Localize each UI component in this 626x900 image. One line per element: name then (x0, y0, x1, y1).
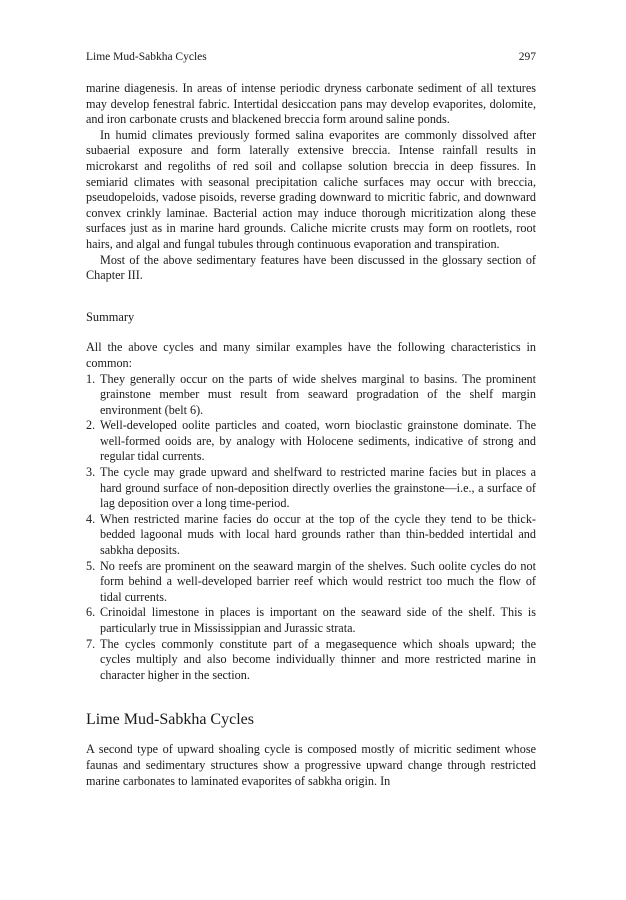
summary-item-number: 3. (86, 465, 96, 480)
running-title: Lime Mud-Sabkha Cycles (86, 51, 207, 63)
summary-item-text: No reefs are prominent on the seaward margin of the shelves. Such oolite cycles do not form behind a well-developed barrier reef which would restrict too much the flow of tidal currents. (100, 558, 536, 604)
body-paragraph-2: In humid climates previously formed salina evaporites are commonly dissolved after subaerial exposure and form laterally extensive breccia. Intense rainfall results in microkarst and regoliths of red soil and collapse solution breccia in deep fissures. In semiarid climates with seasonal precipitation caliche surfaces may occur with breccia, pseudopeloids, vadose pisoids, reverse grading downward to micritic fabric, and downward convex crinkly laminae. Bacterial action may induce thorough micritization along these surfaces just as in marine hard grounds. Caliche micrite crusts may form on rootlets, root hairs, and algal and fungal tubules through continuous evaporation and transpiration. (86, 127, 536, 251)
body-paragraph-3: Most of the above sedimentary features have been discussed in the glossary section of Chapter III. (86, 252, 536, 283)
summary-item-number: 5. (86, 558, 96, 573)
body-paragraph-1: marine diagenesis. In areas of intense periodic dryness carbonate sediment of all textures may develop fenestral fabric. Intertidal desiccation pans may develop evaporites, dolomite, and iron carbonate crusts and blackened breccia form around saline ponds. (86, 81, 536, 127)
summary-item-5 (86, 559, 536, 606)
summary-item-3 (86, 465, 536, 512)
summary-item-text: Crinoidal limestone in places is important on the seaward side of the shelf. This is particularly true in Mississippian and Jurassic strata. (100, 605, 536, 635)
summary-item-2 (86, 418, 536, 465)
summary-item-1 (86, 372, 536, 419)
page-number: 297 (518, 51, 536, 63)
summary-item-number: 1. (86, 371, 96, 386)
summary-list (86, 372, 536, 684)
section-heading: Lime Mud-Sabkha Cycles (86, 711, 254, 729)
summary-item-number: 4. (86, 511, 96, 526)
summary-item-text: They generally occur on the parts of wide shelves marginal to basins. The prominent grainstone member must result from seaward progradation of the shelf margin environment (belt 6). (100, 371, 536, 417)
summary-item-text: Well-developed oolite particles and coated, worn bioclastic grainstone dominate. The well-formed ooids are, by analogy with Holocene sediments, indicative of strong and regular tidal currents. (100, 418, 536, 464)
summary-item-number: 6. (86, 605, 96, 620)
summary-item-4 (86, 512, 536, 559)
summary-heading: Summary (86, 309, 135, 324)
summary-item-text: The cycles commonly constitute part of a megasequence which shoals upward; the cycles multiply and also become individually thinner and more restricted marine in character higher in the section. (100, 636, 536, 682)
book-page (86, 50, 536, 789)
section-paragraph: A second type of upward shoaling cycle is composed mostly of micritic sediment whose faunas and sedimentary structures show a progressive upward change through restricted marine carbonates to laminated evaporites of sabkha origin. In (86, 742, 536, 788)
running-head (86, 50, 536, 64)
summary-item-text: The cycle may grade upward and shelfward to restricted marine facies but in places a hard ground surface of non-deposition directly overlies the grainstone—i.e., a surface of lag deposition over a long time-period. (100, 465, 536, 511)
summary-item-number: 2. (86, 418, 96, 433)
summary-item-text: When restricted marine facies do occur at the top of the cycle they tend to be thick-bedded lagoonal muds with local hard grounds rather than thin-bedded intertidal and sabkha deposits. (100, 511, 536, 558)
summary-item-number: 7. (86, 636, 96, 651)
summary-intro: All the above cycles and many similar examples have the following characteristics in common: (86, 340, 536, 370)
summary-item-7 (86, 637, 536, 684)
summary-item-6 (86, 605, 536, 636)
